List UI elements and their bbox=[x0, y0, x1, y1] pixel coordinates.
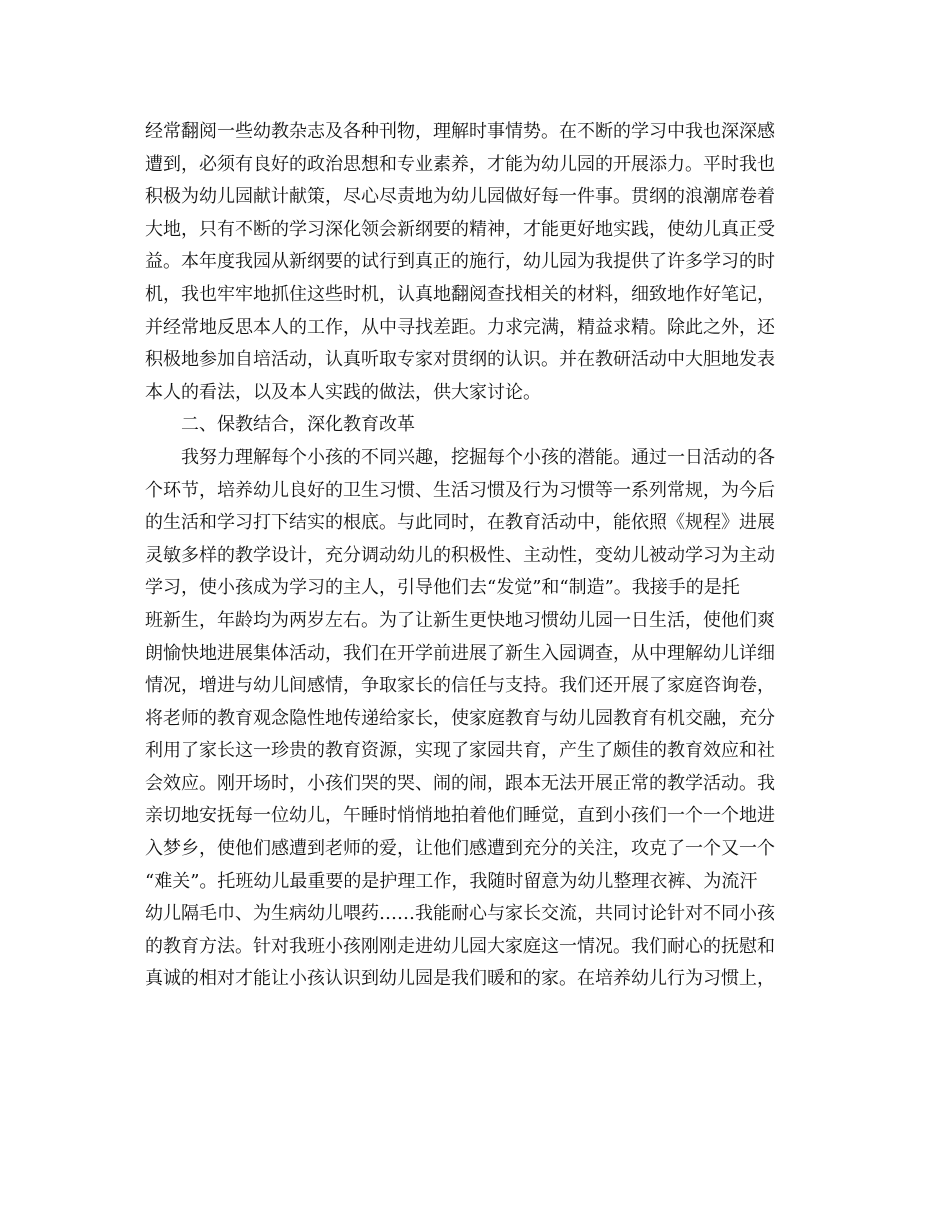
text-line: 机，我也牢牢地抓住这些时机，认真地翻阅查找相关的材料，细致地作好笔记， bbox=[145, 283, 775, 305]
text-line: 积极为幼儿园献计献策，尽心尽责地为幼儿园做好每一件事。贯纲的浪潮席卷着 bbox=[145, 186, 775, 208]
text-line: 经常翻阅一些幼教杂志及各种刊物，理解时事情势。在不断的学习中我也深深感 bbox=[145, 121, 775, 142]
text-line: 积极地参加自培活动，认真听取专家对贯纲的认识。并在教研活动中大胆地发表 bbox=[145, 349, 775, 371]
text-line: 学习，使小孩成为学习的主人，引导他们去“发觉”和“制造”。我接手的是托 bbox=[145, 577, 740, 599]
paragraph-start-line: 我努力理解每个小孩的不同兴趣，挖掘每个小孩的潜能。通过一日活动的各 bbox=[181, 446, 775, 468]
text-line: 入梦乡，使他们感遭到老师的爱，让他们感遭到充分的关注，攻克了一个又一个 bbox=[145, 838, 775, 860]
text-line: 灵敏多样的教学设计，充分调动幼儿的积极性、主动性，变幼儿被动学习为主动 bbox=[145, 544, 775, 566]
text-line: 亲切地安抚每一位幼儿，午睡时悄悄地拍着他们睡觉，直到小孩们一个一个地进 bbox=[145, 805, 775, 827]
text-line: 朗愉快地进展集体活动，我们在开学前进展了新生入园调查，从中理解幼儿详细 bbox=[145, 642, 775, 664]
text-line: 并经常地反思本人的工作，从中寻找差距。力求完满，精益求精。除此之外，还 bbox=[145, 316, 775, 338]
text-line: 将老师的教育观念隐性地传递给家长，使家庭教育与幼儿园教育有机交融，充分 bbox=[145, 707, 775, 729]
text-line: 会效应。刚开场时，小孩们哭的哭、闹的闹，跟本无法开展正常的教学活动。我 bbox=[145, 772, 775, 794]
text-line: 幼儿隔毛巾、为生病幼儿喂药……我能耐心与家长交流，共同讨论针对不同小孩 bbox=[145, 903, 775, 925]
text-line: 情况，增进与幼儿间感情，争取家长的信任与支持。我们还开展了家庭咨询卷， bbox=[145, 675, 775, 697]
text-line: 个环节，培养幼儿良好的卫生习惯、生活习惯及行为习惯等一系列常规，为今后 bbox=[145, 479, 775, 501]
text-line: 真诚的相对才能让小孩认识到幼儿园是我们暖和的家。在培养幼儿行为习惯上， bbox=[145, 968, 775, 990]
text-line: 的教育方法。针对我班小孩刚刚走进幼儿园大家庭这一情况。我们耐心的抚慰和 bbox=[145, 935, 775, 957]
section-heading: 二、保教结合，深化教育改革 bbox=[181, 414, 415, 436]
text-line: 本人的看法，以及本人实践的做法，供大家讨论。 bbox=[145, 381, 541, 403]
text-line: 遭到，必须有良好的政治思想和专业素养，才能为幼儿园的开展添力。平时我也 bbox=[145, 153, 775, 175]
text-line: 的生活和学习打下结实的根底。与此同时，在教育活动中，能依照《规程》进展 bbox=[145, 512, 775, 534]
text-line: 利用了家长这一珍贵的教育资源，实现了家园共育，产生了颇佳的教育效应和社 bbox=[145, 740, 775, 762]
text-line: 班新生，年龄均为两岁左右。为了让新生更快地习惯幼儿园一日生活，使他们爽 bbox=[145, 609, 775, 631]
body-text bbox=[145, 116, 805, 996]
text-line: 益。本年度我园从新纲要的试行到真正的施行，幼儿园为我提供了许多学习的时 bbox=[145, 251, 775, 273]
text-line: 大地，只有不断的学习深化领会新纲要的精神，才能更好地实践，使幼儿真正受 bbox=[145, 218, 775, 240]
text-line: “难关”。托班幼儿最重要的是护理工作，我随时留意为幼儿整理衣裤、为流汗 bbox=[145, 870, 758, 892]
